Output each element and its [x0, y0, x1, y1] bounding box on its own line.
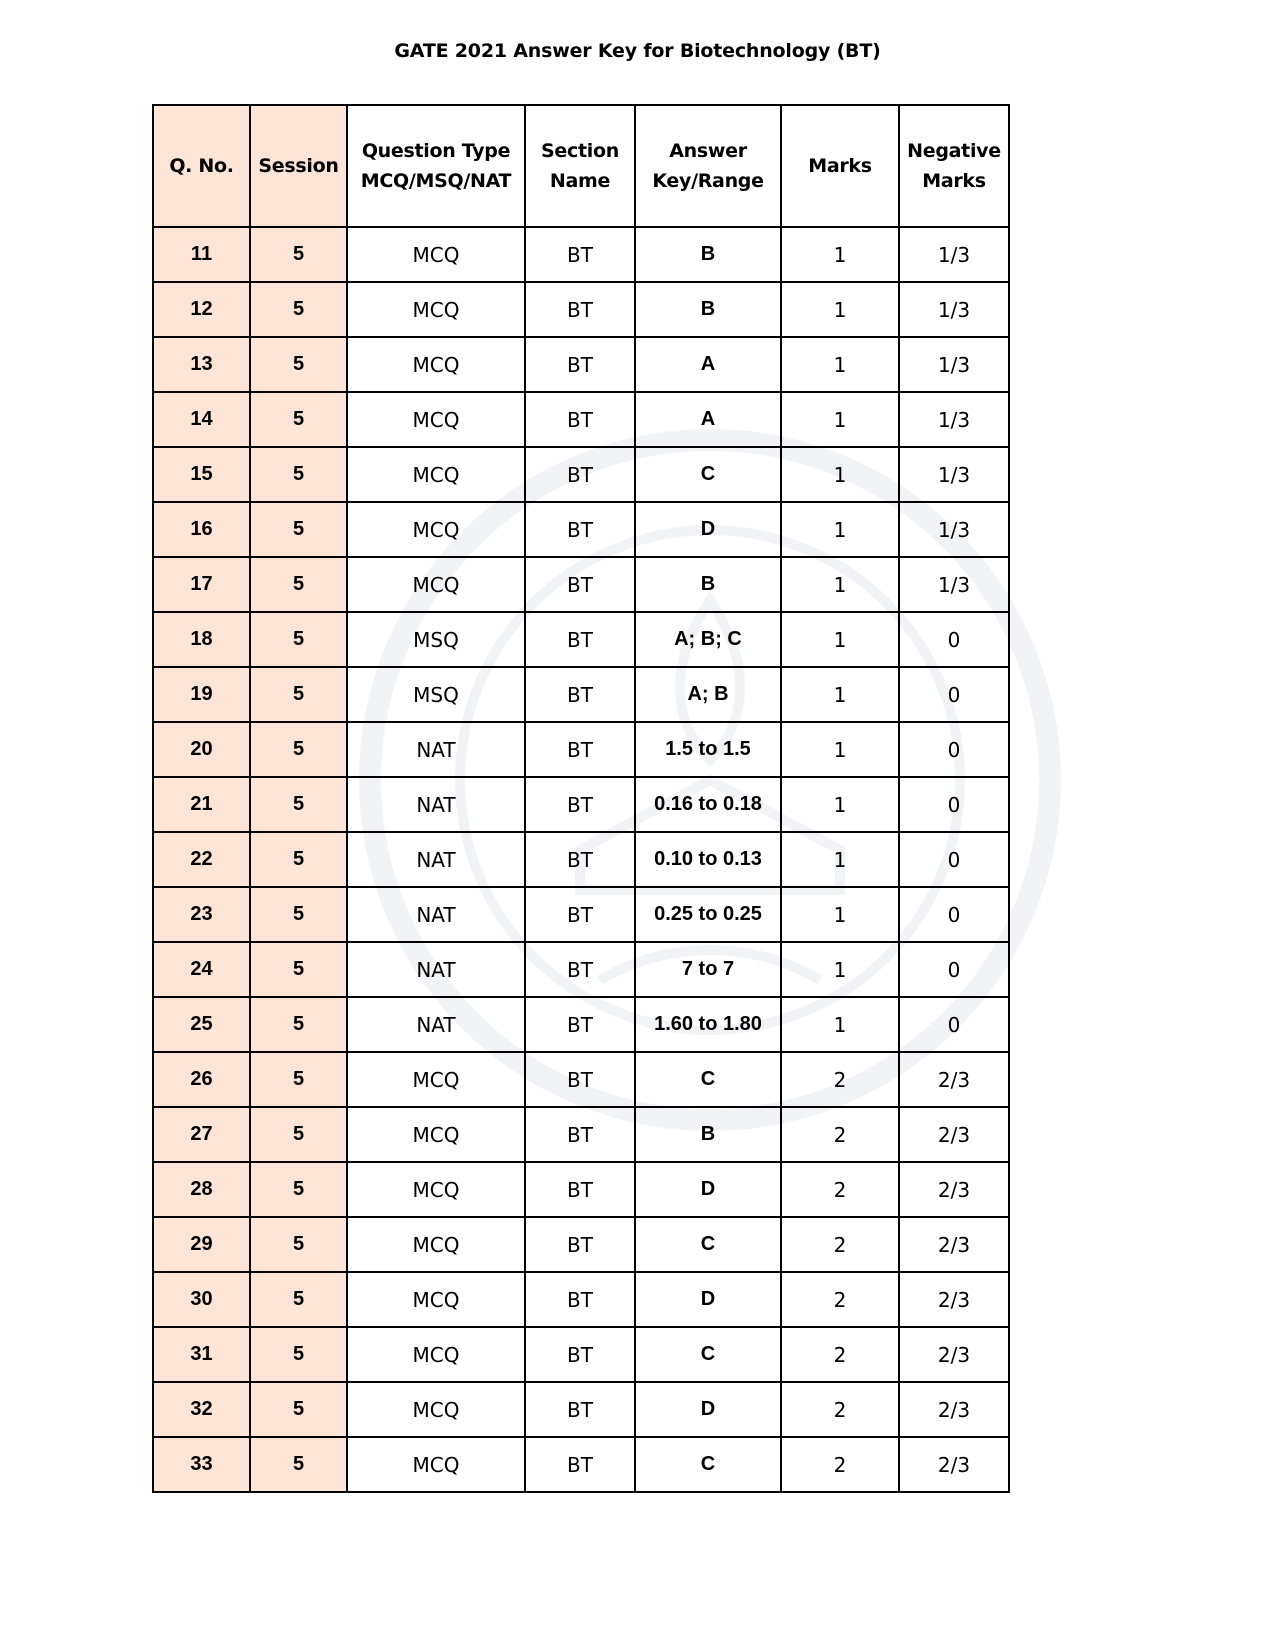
cell-qno: 14	[153, 392, 250, 447]
cell-negative-marks: 1/3	[899, 282, 1009, 337]
cell-question-type: MCQ	[347, 502, 525, 557]
cell-marks: 1	[781, 557, 899, 612]
cell-session: 5	[250, 337, 347, 392]
cell-session: 5	[250, 502, 347, 557]
cell-marks: 1	[781, 612, 899, 667]
cell-session: 5	[250, 612, 347, 667]
cell-answer-key: C	[635, 1217, 781, 1272]
table-row	[153, 1052, 1009, 1107]
cell-qno: 30	[153, 1272, 250, 1327]
cell-section-name: BT	[525, 997, 635, 1052]
cell-negative-marks: 2/3	[899, 1272, 1009, 1327]
header-row	[153, 105, 1009, 227]
table-row	[153, 1327, 1009, 1382]
cell-answer-key: A; B	[635, 667, 781, 722]
cell-question-type: NAT	[347, 942, 525, 997]
cell-session: 5	[250, 1327, 347, 1382]
cell-qno: 17	[153, 557, 250, 612]
cell-session: 5	[250, 447, 347, 502]
cell-session: 5	[250, 1272, 347, 1327]
table-row	[153, 887, 1009, 942]
cell-session: 5	[250, 722, 347, 777]
cell-section-name: BT	[525, 777, 635, 832]
cell-answer-key: B	[635, 557, 781, 612]
cell-negative-marks: 0	[899, 777, 1009, 832]
cell-question-type: NAT	[347, 777, 525, 832]
cell-marks: 1	[781, 942, 899, 997]
cell-section-name: BT	[525, 502, 635, 557]
cell-answer-key: 1.5 to 1.5	[635, 722, 781, 777]
cell-session: 5	[250, 557, 347, 612]
table-row	[153, 667, 1009, 722]
cell-negative-marks: 1/3	[899, 392, 1009, 447]
table-row	[153, 392, 1009, 447]
cell-qno: 22	[153, 832, 250, 887]
cell-answer-key: A; B; C	[635, 612, 781, 667]
cell-section-name: BT	[525, 392, 635, 447]
header-question-type: Question Type MCQ/MSQ/NAT	[347, 105, 525, 227]
cell-negative-marks: 1/3	[899, 557, 1009, 612]
cell-section-name: BT	[525, 832, 635, 887]
cell-question-type: NAT	[347, 722, 525, 777]
table-row	[153, 557, 1009, 612]
table-row	[153, 1272, 1009, 1327]
cell-qno: 20	[153, 722, 250, 777]
cell-answer-key: A	[635, 337, 781, 392]
cell-negative-marks: 0	[899, 667, 1009, 722]
cell-session: 5	[250, 227, 347, 282]
table-body	[153, 227, 1009, 1492]
cell-session: 5	[250, 1382, 347, 1437]
cell-negative-marks: 0	[899, 722, 1009, 777]
cell-negative-marks: 0	[899, 997, 1009, 1052]
cell-qno: 31	[153, 1327, 250, 1382]
cell-section-name: BT	[525, 887, 635, 942]
cell-section-name: BT	[525, 1382, 635, 1437]
cell-section-name: BT	[525, 1217, 635, 1272]
cell-question-type: MSQ	[347, 612, 525, 667]
cell-qno: 29	[153, 1217, 250, 1272]
cell-qno: 33	[153, 1437, 250, 1492]
cell-session: 5	[250, 887, 347, 942]
cell-session: 5	[250, 1217, 347, 1272]
cell-qno: 11	[153, 227, 250, 282]
cell-session: 5	[250, 777, 347, 832]
cell-answer-key: D	[635, 1382, 781, 1437]
cell-answer-key: A	[635, 392, 781, 447]
table-row	[153, 1217, 1009, 1272]
cell-answer-key: D	[635, 1272, 781, 1327]
cell-answer-key: C	[635, 447, 781, 502]
cell-qno: 26	[153, 1052, 250, 1107]
cell-answer-key: C	[635, 1052, 781, 1107]
cell-question-type: MCQ	[347, 1107, 525, 1162]
cell-question-type: NAT	[347, 887, 525, 942]
cell-answer-key: C	[635, 1327, 781, 1382]
cell-marks: 1	[781, 667, 899, 722]
cell-answer-key: C	[635, 1437, 781, 1492]
cell-section-name: BT	[525, 557, 635, 612]
cell-marks: 2	[781, 1217, 899, 1272]
cell-session: 5	[250, 997, 347, 1052]
cell-qno: 19	[153, 667, 250, 722]
cell-marks: 2	[781, 1327, 899, 1382]
cell-negative-marks: 2/3	[899, 1327, 1009, 1382]
cell-question-type: MCQ	[347, 557, 525, 612]
cell-negative-marks: 2/3	[899, 1437, 1009, 1492]
cell-question-type: MCQ	[347, 1052, 525, 1107]
cell-negative-marks: 0	[899, 612, 1009, 667]
cell-qno: 32	[153, 1382, 250, 1437]
cell-section-name: BT	[525, 612, 635, 667]
cell-session: 5	[250, 1107, 347, 1162]
answer-key-table	[152, 104, 1010, 1493]
cell-qno: 27	[153, 1107, 250, 1162]
cell-section-name: BT	[525, 1107, 635, 1162]
cell-negative-marks: 2/3	[899, 1162, 1009, 1217]
cell-marks: 1	[781, 997, 899, 1052]
header-qno: Q. No.	[153, 105, 250, 227]
cell-session: 5	[250, 1437, 347, 1492]
cell-section-name: BT	[525, 1052, 635, 1107]
cell-negative-marks: 2/3	[899, 1217, 1009, 1272]
cell-answer-key: 7 to 7	[635, 942, 781, 997]
cell-answer-key: 0.10 to 0.13	[635, 832, 781, 887]
cell-qno: 23	[153, 887, 250, 942]
table-row	[153, 337, 1009, 392]
cell-marks: 1	[781, 832, 899, 887]
table-row	[153, 1382, 1009, 1437]
header-session: Session	[250, 105, 347, 227]
cell-section-name: BT	[525, 1327, 635, 1382]
header-answer-key: Answer Key/Range	[635, 105, 781, 227]
page-title: GATE 2021 Answer Key for Biotechnology (BT)	[394, 40, 881, 62]
cell-section-name: BT	[525, 227, 635, 282]
cell-answer-key: 1.60 to 1.80	[635, 997, 781, 1052]
cell-marks: 1	[781, 282, 899, 337]
cell-negative-marks: 1/3	[899, 227, 1009, 282]
header-marks: Marks	[781, 105, 899, 227]
cell-session: 5	[250, 282, 347, 337]
cell-question-type: MCQ	[347, 337, 525, 392]
cell-answer-key: B	[635, 227, 781, 282]
cell-section-name: BT	[525, 942, 635, 997]
cell-answer-key: D	[635, 1162, 781, 1217]
cell-marks: 1	[781, 447, 899, 502]
cell-question-type: MCQ	[347, 1327, 525, 1382]
cell-session: 5	[250, 392, 347, 447]
cell-marks: 1	[781, 722, 899, 777]
cell-section-name: BT	[525, 337, 635, 392]
table-row	[153, 722, 1009, 777]
cell-negative-marks: 1/3	[899, 447, 1009, 502]
cell-marks: 2	[781, 1162, 899, 1217]
table-row	[153, 1162, 1009, 1217]
cell-qno: 28	[153, 1162, 250, 1217]
cell-question-type: MCQ	[347, 447, 525, 502]
cell-marks: 2	[781, 1107, 899, 1162]
table-row	[153, 447, 1009, 502]
cell-negative-marks: 1/3	[899, 337, 1009, 392]
cell-answer-key: B	[635, 1107, 781, 1162]
cell-negative-marks: 0	[899, 887, 1009, 942]
cell-marks: 2	[781, 1437, 899, 1492]
cell-session: 5	[250, 832, 347, 887]
cell-qno: 21	[153, 777, 250, 832]
cell-question-type: MCQ	[347, 1217, 525, 1272]
header-section-name: Section Name	[525, 105, 635, 227]
table-row	[153, 282, 1009, 337]
cell-marks: 1	[781, 227, 899, 282]
cell-marks: 2	[781, 1382, 899, 1437]
cell-session: 5	[250, 942, 347, 997]
cell-question-type: MCQ	[347, 1382, 525, 1437]
cell-marks: 1	[781, 392, 899, 447]
table-row	[153, 1437, 1009, 1492]
cell-question-type: MCQ	[347, 282, 525, 337]
table-row	[153, 1107, 1009, 1162]
cell-answer-key: 0.25 to 0.25	[635, 887, 781, 942]
cell-question-type: MCQ	[347, 1437, 525, 1492]
table-row	[153, 997, 1009, 1052]
cell-marks: 2	[781, 1052, 899, 1107]
cell-section-name: BT	[525, 1272, 635, 1327]
cell-qno: 24	[153, 942, 250, 997]
cell-question-type: MCQ	[347, 227, 525, 282]
cell-question-type: MSQ	[347, 667, 525, 722]
cell-section-name: BT	[525, 1162, 635, 1217]
table-row	[153, 832, 1009, 887]
cell-marks: 1	[781, 502, 899, 557]
cell-question-type: NAT	[347, 997, 525, 1052]
cell-qno: 15	[153, 447, 250, 502]
cell-marks: 1	[781, 337, 899, 392]
cell-question-type: MCQ	[347, 392, 525, 447]
cell-answer-key: D	[635, 502, 781, 557]
cell-qno: 18	[153, 612, 250, 667]
cell-section-name: BT	[525, 282, 635, 337]
cell-marks: 1	[781, 777, 899, 832]
cell-qno: 25	[153, 997, 250, 1052]
cell-negative-marks: 0	[899, 832, 1009, 887]
cell-session: 5	[250, 1052, 347, 1107]
table-row	[153, 227, 1009, 282]
cell-question-type: MCQ	[347, 1162, 525, 1217]
cell-negative-marks: 0	[899, 942, 1009, 997]
cell-marks: 1	[781, 887, 899, 942]
cell-negative-marks: 2/3	[899, 1107, 1009, 1162]
cell-qno: 12	[153, 282, 250, 337]
cell-question-type: NAT	[347, 832, 525, 887]
cell-negative-marks: 2/3	[899, 1052, 1009, 1107]
cell-qno: 16	[153, 502, 250, 557]
cell-qno: 13	[153, 337, 250, 392]
table-row	[153, 942, 1009, 997]
cell-session: 5	[250, 1162, 347, 1217]
cell-negative-marks: 2/3	[899, 1382, 1009, 1437]
cell-section-name: BT	[525, 447, 635, 502]
cell-answer-key: B	[635, 282, 781, 337]
table-row	[153, 502, 1009, 557]
cell-section-name: BT	[525, 1437, 635, 1492]
cell-session: 5	[250, 667, 347, 722]
cell-answer-key: 0.16 to 0.18	[635, 777, 781, 832]
cell-marks: 2	[781, 1272, 899, 1327]
table-row	[153, 612, 1009, 667]
header-negative-marks: Negative Marks	[899, 105, 1009, 227]
table-row	[153, 777, 1009, 832]
cell-section-name: BT	[525, 722, 635, 777]
cell-question-type: MCQ	[347, 1272, 525, 1327]
cell-negative-marks: 1/3	[899, 502, 1009, 557]
cell-section-name: BT	[525, 667, 635, 722]
